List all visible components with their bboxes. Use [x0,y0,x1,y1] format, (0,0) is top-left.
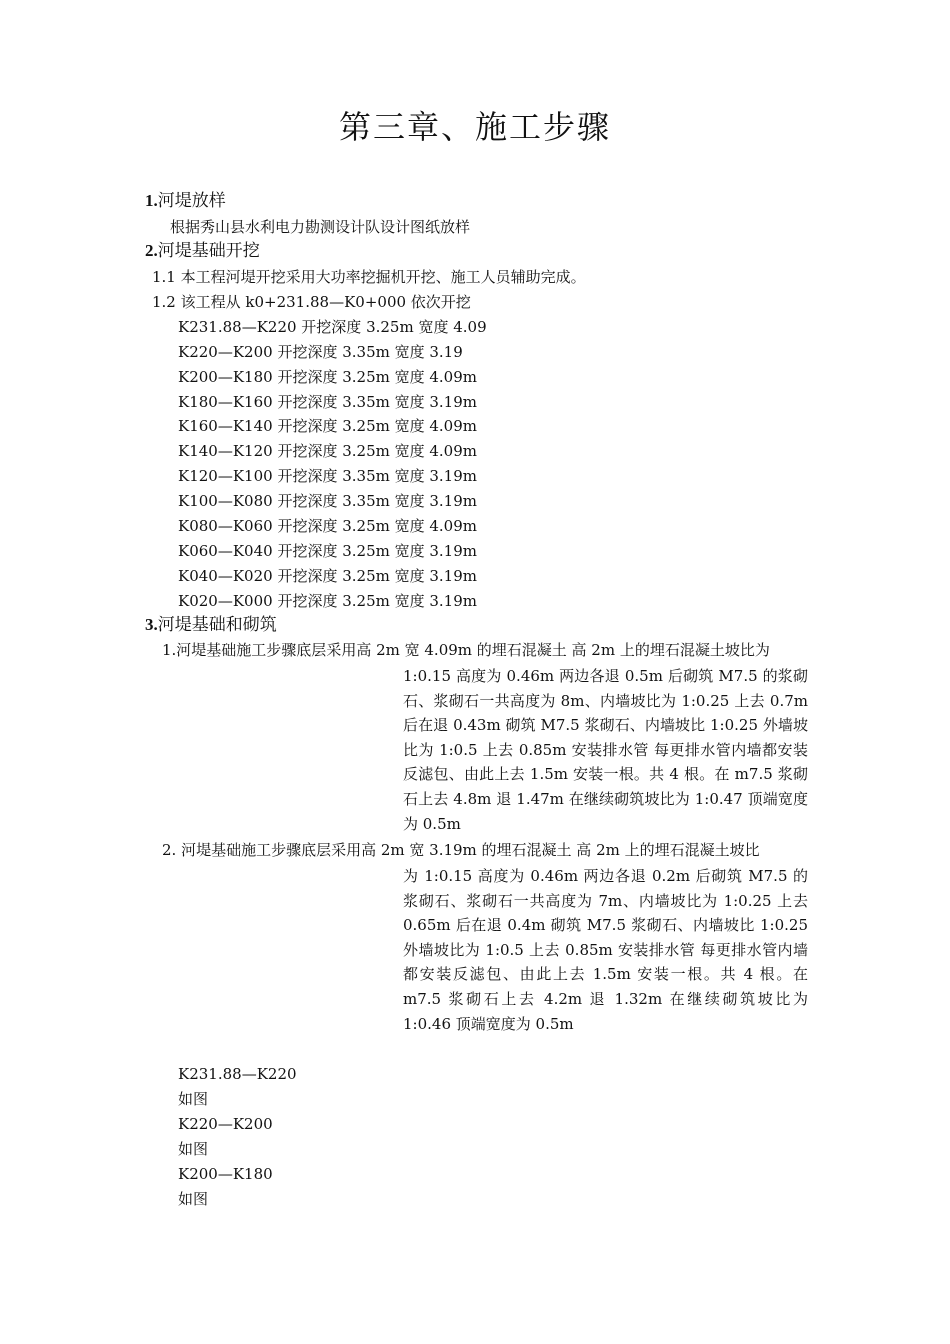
section-1-number: 1. [145,191,158,210]
section-3-para-1-body: 1:0.15 高度为 0.46m 两边各退 0.5m 后砌筑 M7.5 的浆砌石、浆砌石一共高度为 8m、内墙坡比为 1:0.25 上去 0.7m 后在退 0.43m 砌筑 M7.5 浆砌石、内墙坡比 1:0.25 外墙坡比为 1:0.5 上去 0.85m 安装排水管 每更排水管内墙都安装反滤包、由此上去 1.5m 安装一根。共 4 根。在 m7.5 浆砌石上去 4.8m 退 1.47m 在继续砌筑坡比为 1:0.47 顶端宽度为 0.5m [403,667,808,833]
chapter-title: 第三章、施工步骤 [338,108,611,146]
excavation-row: K060—K040 开挖深度 3.25m 宽度 3.19m [178,542,477,560]
excavation-row: K231.88—K220 开挖深度 3.25m 宽度 4.09 [178,318,487,336]
excavation-row: K160—K140 开挖深度 3.25m 宽度 4.09m [178,417,477,435]
excavation-row: K180—K160 开挖深度 3.35m 宽度 3.19m [178,393,477,411]
section-1-title: 河堤放样 [157,191,226,211]
section-2-para-1: 1.1 本工程河堤开挖采用大功率挖掘机开挖、施工人员辅助完成。 [152,268,586,286]
excavation-row: K020—K000 开挖深度 3.25m 宽度 3.19m [178,592,477,610]
figure-range: K220—K200 [178,1115,273,1133]
excavation-row: K100—K080 开挖深度 3.35m 宽度 3.19m [178,492,477,510]
section-1-heading [145,189,226,213]
section-3-heading [145,613,277,637]
figure-label: 如图 [178,1190,209,1208]
excavation-row: K140—K120 开挖深度 3.25m 宽度 4.09m [178,442,477,460]
section-1-text: 根据秀山县水利电力勘测设计队设计图纸放样 [170,218,471,236]
excavation-row: K220—K200 开挖深度 3.35m 宽度 3.19 [178,343,463,361]
section-2-para-2: 1.2 该工程从 k0+231.88—K0+000 依次开挖 [152,293,471,311]
section-2-heading [145,239,260,263]
excavation-row: K200—K180 开挖深度 3.25m 宽度 4.09m [178,368,477,386]
figure-label: 如图 [178,1140,209,1158]
section-2-title: 河堤基础开挖 [157,241,260,261]
section-2-number: 2. [145,241,158,260]
section-3-title: 河堤基础和砌筑 [157,615,277,635]
section-3-para-2-first-line: 2. 河堤基础施工步骤底层采用高 2m 宽 3.19m 的埋石混凝土 高 2m 上的埋石混凝土坡比 [162,841,760,859]
figure-range: K231.88—K220 [178,1065,297,1083]
figure-label: 如图 [178,1090,209,1108]
figure-range: K200—K180 [178,1165,273,1183]
excavation-row: K080—K060 开挖深度 3.25m 宽度 4.09m [178,517,477,535]
section-3-para-1-first-line: 1.河堤基础施工步骤底层采用高 2m 宽 4.09m 的埋石混凝土 高 2m 上的埋石混凝土坡比为 [162,641,770,659]
excavation-row: K120—K100 开挖深度 3.35m 宽度 3.19m [178,467,477,485]
excavation-row: K040—K020 开挖深度 3.25m 宽度 3.19m [178,567,477,585]
section-3-number: 3. [145,615,158,634]
section-3-para-2-body: 为 1:0.15 高度为 0.46m 两边各退 0.2m 后砌筑 M7.5 的浆砌石、浆砌石一共高度为 7m、内墙坡比为 1:0.25 上去 0.65m 后在退 0.4m 砌筑 M7.5 浆砌石、内墙坡比 1:0.25 外墙坡比为 1:0.5 上去 0.85m 安装排水管 每更排水管内墙都安装反滤包、由此上去 1.5m 安装一根。共 4 根。在 m7.5 浆砌石上去 4.2m 退 1.32m 在继续砌筑坡比为 1:0.46 顶端宽度为 0.5m [403,867,808,1033]
